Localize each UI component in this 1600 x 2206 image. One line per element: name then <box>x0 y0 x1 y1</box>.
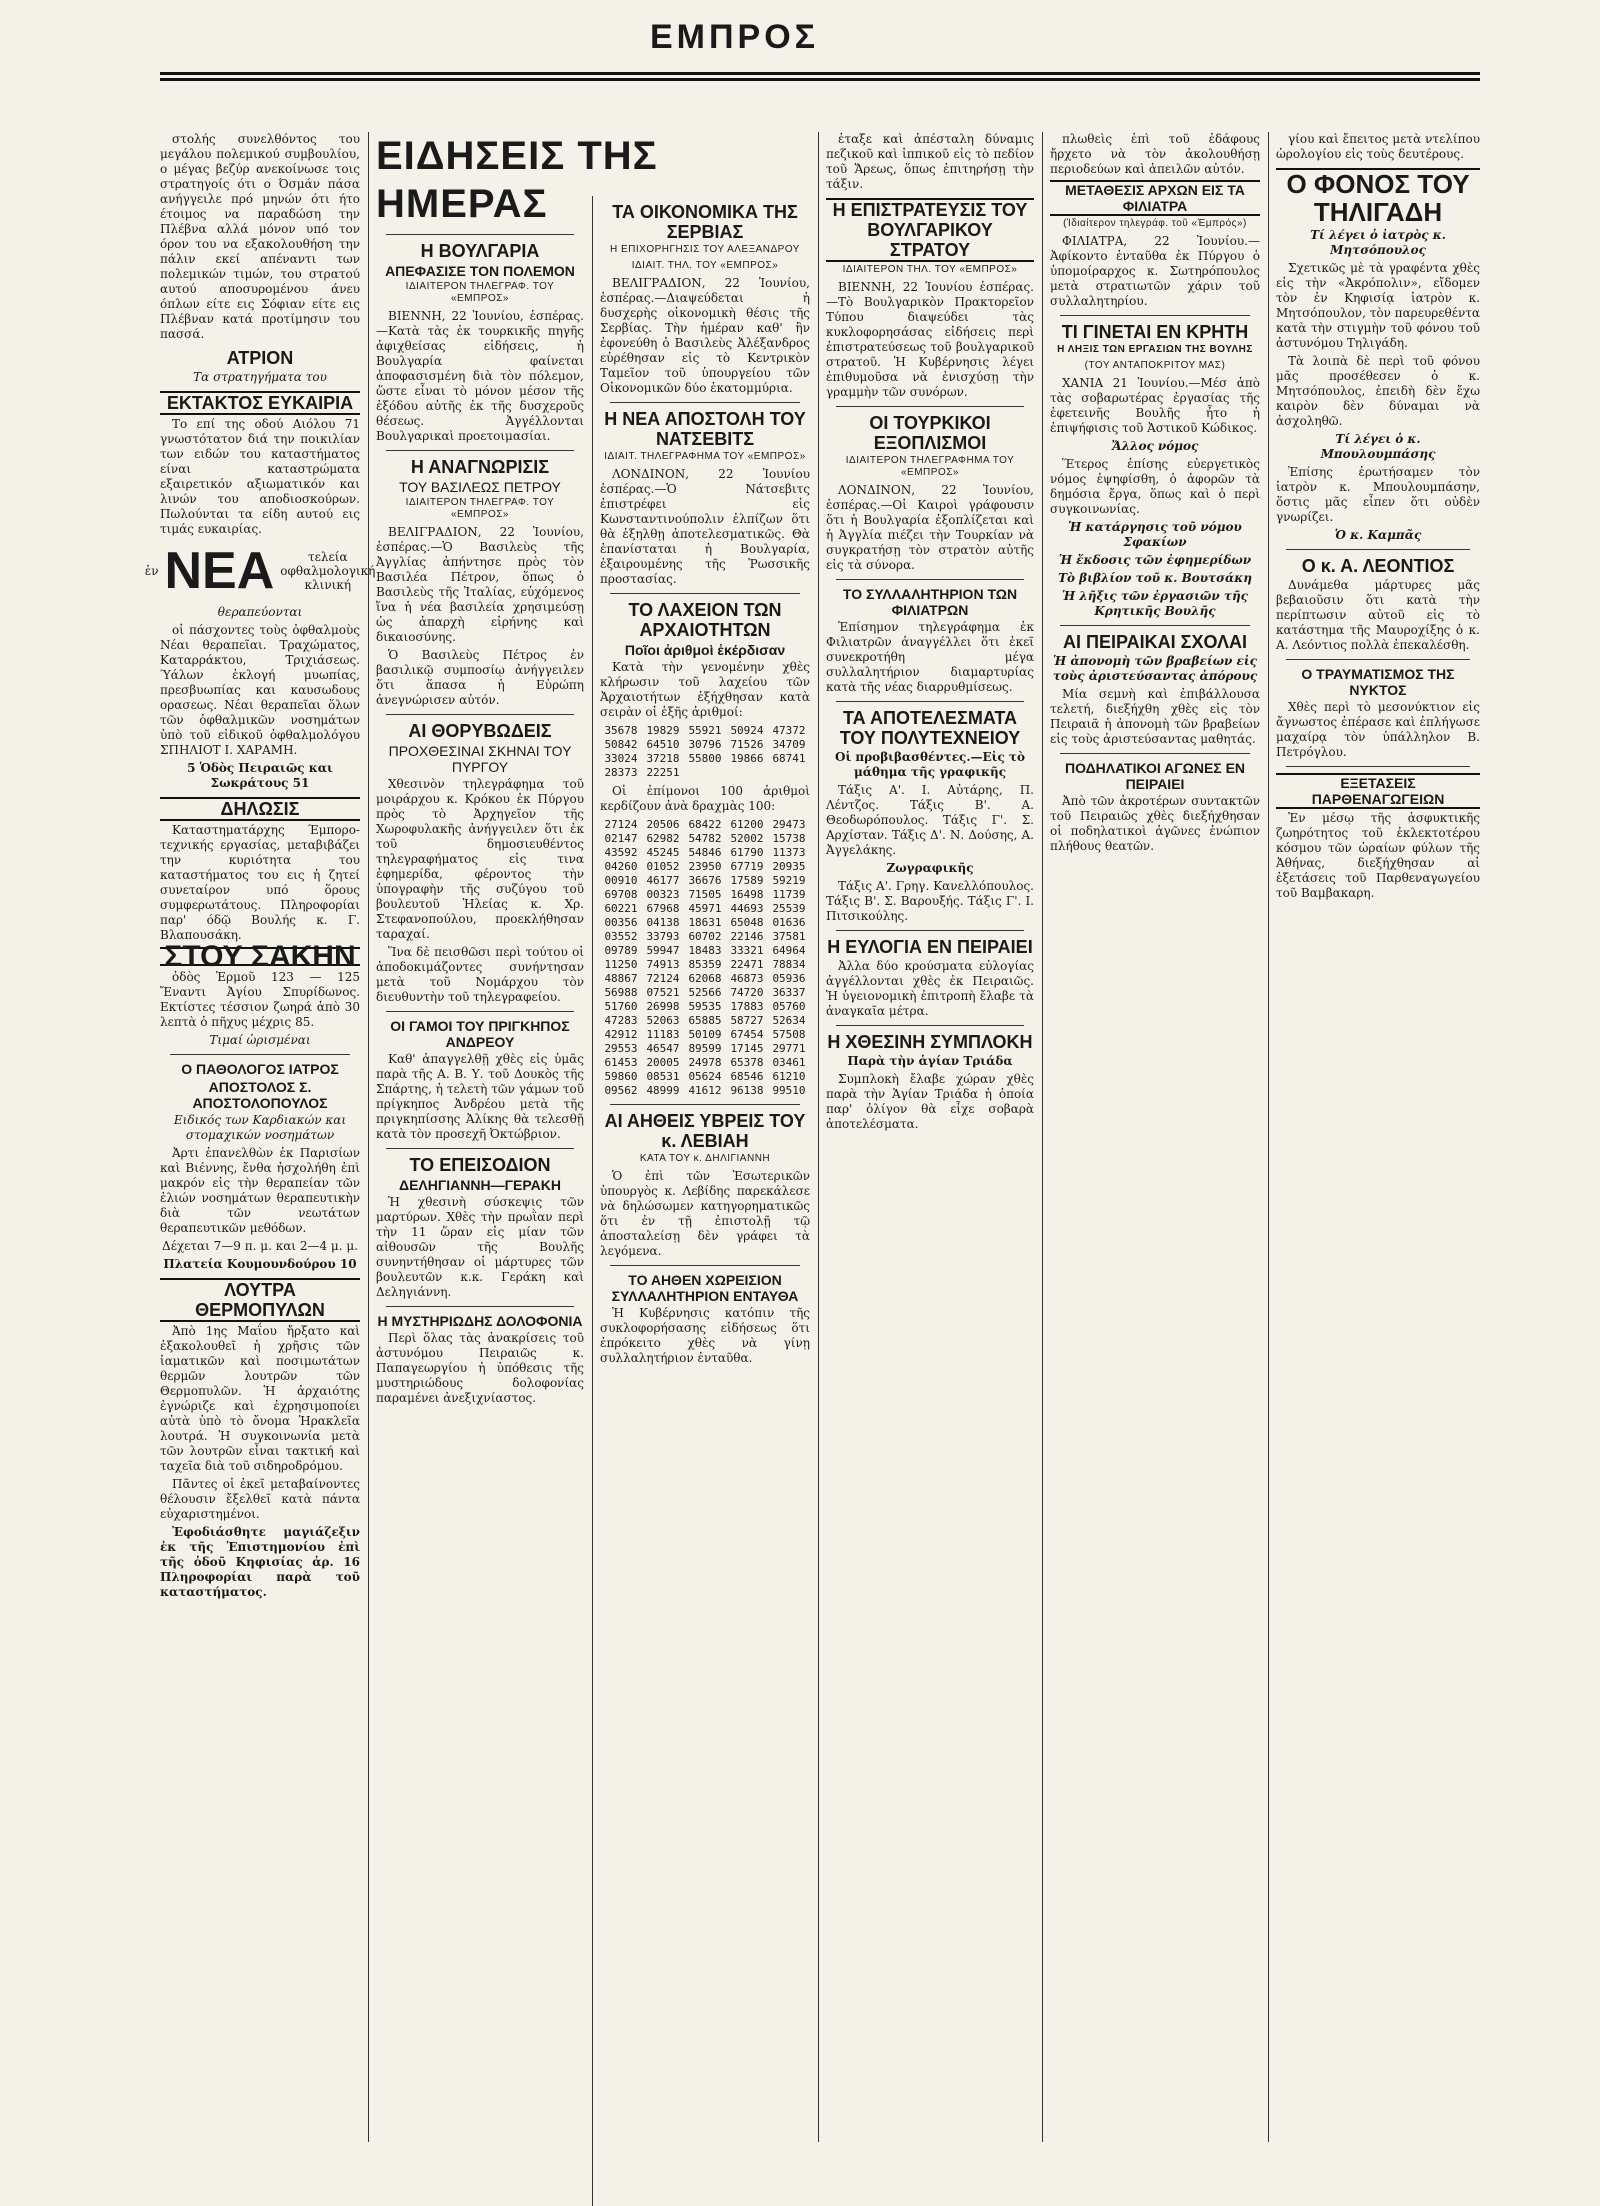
divider <box>386 450 574 451</box>
lottery-number: 71505 <box>688 888 722 901</box>
divider <box>1060 625 1250 626</box>
lottery-number: 58727 <box>730 1014 764 1027</box>
lottery-number: 59860 <box>604 1070 638 1083</box>
lottery-number: 48867 <box>604 972 638 985</box>
h-anagnorisis-b: ΤΟΥ ΒΑΣΙΛΕΩΣ ΠΕΤΡΟΥ <box>399 479 561 495</box>
divider <box>386 1011 574 1012</box>
lottery-number: 54846 <box>688 846 722 859</box>
lottery-number: 29553 <box>604 1042 638 1055</box>
divider <box>836 1025 1024 1026</box>
masthead-rule-bottom <box>160 78 1480 81</box>
divider <box>170 1054 350 1055</box>
divider <box>386 714 574 715</box>
nea-word: ΝΕΑ <box>164 542 275 600</box>
h-syllalitirion: ΤΟ ΑΗΘΕΝ ΧΩΡΕΙΣΙΟΝ ΣΥΛΛΑΛΗΤΗΡΙΟΝ ΕΝΤΑΥΘΑ <box>611 1272 799 1304</box>
doctor-addr: Πλατεία Κουμουνδούρου 10 <box>163 1257 357 1271</box>
lottery-number: 59535 <box>688 1000 722 1013</box>
lottery-number: 96138 <box>730 1084 764 1097</box>
lottery-number: 11183 <box>646 1028 680 1041</box>
lottery-number: 59219 <box>772 874 806 887</box>
text-fonos: Σχετικῶς μὲ τὰ γραφέντα χθὲς εἰς τὴν «Ἀκρόπολιν», εἴδομεν τὸν ἐν Κηφισίᾳ ἰατρὸν κ. Μητσόπουλον, τὸν παρευρεθέντα κατὰ τὴν στιγμὴν τοῦ φόνου τοῦ ἀστυνόμου Τηλιγάδη. <box>1276 261 1480 350</box>
lottery-number: 34709 <box>772 738 806 751</box>
lottery-number: 02147 <box>604 832 638 845</box>
nea-text: οἱ πάσχοντες τοὺς ὀφθαλμοὺς Νέαι θεραπεῖαι. Τραχώματος, Καταρράκτου, Τριχιάσεως. Ύάλων ἐκλογή μυωπίας, πρεσβυωπίας και καυσωδους ορασεως. Νέαι θεραπεῖαι ὅλων τῶν ὀφθαλμικῶν νοσημάτων ὑπὸ τοῦ εἰδικοῦ ὀφθαλμολόγου ΣΠΗΛΙΟΤ Ι. ΧΑΡΑΜΗ. <box>160 623 360 757</box>
h-epistrateusis: Η ΕΠΙΣΤΡΑΤΕΥΣΙΣ ΤΟΥ ΒΟΥΛΓΑΡΙΚΟΥ ΣΤΡΑΤΟΥ <box>826 198 1034 262</box>
lottery-number: 69708 <box>604 888 638 901</box>
divider <box>1286 766 1470 767</box>
nea-left: ἐν <box>144 563 159 578</box>
text-gamoi: Καθ' ἀπαγγελθῇ χθὲς εἰς ὑμᾶς παρὰ τῆς Α. Β. Υ. τοῦ Δουκὸς τῆς Σπάρτης, ἡ τελετὴ τῶν γάμων τοῦ πρίγκηπος Ἀνδρέου μετὰ τῆς πριγκηπίσσης Ἀλίκης θὰ τελεσθῇ κατὰ τὸν προσεχῆ Ὀκτώβριον. <box>376 1052 584 1141</box>
col4-intro: ἐταξε καὶ ἀπέσταλη δύναμις πεζικοῦ καὶ ἱππικοῦ εἰς τὸ πεδίον τοῦ Ἄρεως, ὅπως ἐπιτηρήσῃ τὴν τάξιν. <box>826 132 1034 191</box>
lottery-number: 00910 <box>604 874 638 887</box>
lottery-numbers-main <box>600 724 810 780</box>
lottery-number: 55921 <box>688 724 722 737</box>
lottery-number: 67454 <box>730 1028 764 1041</box>
h-travmatismos: Ο ΤΡΑΥΜΑΤΙΣΜΟΣ ΤΗΣ ΝΥΚΤΟΣ <box>1301 666 1455 698</box>
lottery-number: 64964 <box>772 944 806 957</box>
lottery-number: 33024 <box>604 752 638 765</box>
lottery-number: 61453 <box>604 1056 638 1069</box>
h-metathesis: ΜΕΤΑΘΕΣΙΣ ΑΡΧΩΝ ΕΙΣ ΤΑ ΦΙΛΙΑΤΡΑ <box>1050 180 1260 216</box>
lottery-number: 17589 <box>730 874 764 887</box>
lottery-number: 00356 <box>604 916 638 929</box>
text-polytechneio: Τάξις Α'. Ι. Αὐτάρης, Π. Λέντζος. Τάξις Β'. Α. Θεοδωρόπουλος. Τάξις Γ'. Σ. Αρχίσταν. Τάξις Δ'. Ν. Δούσης, Α. Ἀγγελάκης. <box>826 783 1034 857</box>
text-fonos-b: Τὰ λοιπὰ δὲ περὶ τοῦ φόνου μᾶς προσέθεσεν ὁ κ. Μητσόπουλος, ἐπειδὴ δὲν ἔχω καιρὸν δὲν δύναμαι νὰ ἀσχοληθῶ. <box>1276 354 1480 428</box>
lottery-number: 45245 <box>646 846 680 859</box>
doctor-title: Ο ΠΑΘΟΛΟΓΟΣ ΙΑΤΡΟΣ <box>181 1061 339 1077</box>
text-polytechneio-b: Τάξις Α'. Γρηγ. Κανελλόπουλος. Τάξις Β'. Σ. Βαρουξής. Τάξις Γ'. Ι. Πιτσικούλης. <box>826 879 1034 923</box>
h-vulgaria-b: ΑΠΕΦΑΣΙΣΕ ΤΟΝ ΠΟΛΕΜΟΝ <box>385 263 575 279</box>
lottery-number: 33793 <box>646 930 680 943</box>
lottery-number: 26998 <box>646 1000 680 1013</box>
divider <box>836 406 1024 407</box>
text-syllalitirion: Ἡ Κυβέρνησις κατόπιν τῆς συκλοφορήσασης εἰδήσεως ὅτι ἐπρόκειτο χθὲς νὰ γίνῃ συλλαλητήριον ἐνταῦθα. <box>600 1306 810 1365</box>
h-kriti: ΤΙ ΓΙΝΕΤΑΙ ΕΝ ΚΡΗΤΗ <box>1061 322 1249 342</box>
lottery-number: 65048 <box>730 916 764 929</box>
sub-natsevits: ΙΔΙΑΙΤ. ΤΗΛΕΓΡΑΦΗΜΑ ΤΟΥ «ΕΜΠΡΟΣ» <box>604 451 806 462</box>
lottery-number: 01636 <box>772 916 806 929</box>
sub-polytechneio-b: Ζωγραφικῆς <box>886 861 974 875</box>
nea-side <box>280 550 375 592</box>
newspaper-name: ΕΜΠΡΟΣ <box>650 18 820 56</box>
nea-side-line: οφθαλμολογική <box>280 564 376 578</box>
lottery-number: 65378 <box>730 1056 764 1069</box>
doctor-spec: Ειδικός των Καρδιακών και στομαχικών νοσημάτων <box>173 1113 347 1142</box>
h-exetaseis: ΕΞΕΤΑΣΕΙΣ ΠΑΡΘΕΝΑΓΩΓΕΙΩΝ <box>1276 773 1480 809</box>
sub-anagnorisis: ΙΔΙΑΙΤΕΡΟΝ ΤΗΛΕΓΡΑΦ. ΤΟΥ «ΕΜΠΡΟΣ» <box>405 497 555 520</box>
lottery-number: 20005 <box>646 1056 680 1069</box>
lottery-number: 61200 <box>730 818 764 831</box>
nea-side-line: τελεία <box>308 550 348 564</box>
atrion-heading: ΑΤΡΙΟΝ <box>226 348 294 368</box>
lottery-number: 17883 <box>730 1000 764 1013</box>
column-rule <box>818 132 819 2142</box>
lottery-number: 22471 <box>730 958 764 971</box>
text-epistrateusis: ΒΙΕΝΝΗ, 22 Ἰουνίου ἑσπέρας.—Τὸ Βουλγαρικὸν Πρακτορεῖον Τύπου διαψεύδει τὰς κυκλοφορησάσας εἰδήσεις περὶ ἐπιστρατεύσεως τοῦ βουλγαρικοῦ στρατοῦ. Ἡ Κυβέρνησις λέγει ἐπιθυμοῦσα νὰ ἐνισχύσῃ τὴν γραμμὴν τῶν συνόρων. <box>826 280 1034 399</box>
lottery-number: 46177 <box>646 874 680 887</box>
divider <box>836 579 1024 580</box>
lottery-number: 99510 <box>772 1084 806 1097</box>
lottery-number: 09562 <box>604 1084 638 1097</box>
lottery-number: 61210 <box>772 1070 806 1083</box>
loutra-text: Ἀπὸ 1ης Μαΐου ἤρξατο καὶ ἐξακολουθεῖ ἡ χρῆσις τῶν ἰαματικῶν καὶ ποσιμωτάτων θερμῶν λουτρῶν τῶν Θερμοπυλῶν. Ἡ ἀρχαιότης ἐγνώριζε καὶ ἐχρησιμοποίει αὐτὰ ὑπὸ τὸ ὄνομα Ἡρακλεῖα λουτρά. Ἡ συγκοινωνία μετὰ τῶν λουτρῶν εἶναι τακτική καὶ ταχεῖα διὰ τοῦ σιδηροδρόμου. <box>160 1324 360 1473</box>
divider <box>1060 315 1250 316</box>
text-exoplismoi: ΛΟΝΔΙΝΟΝ, 22 Ἰουνίου, ἑσπέρας.—Οἱ Καιροὶ γράφουσιν ὅτι ἡ Βουλγαρία ἐξοπλίζεται καὶ ἡ Ἀγγλία πιέζει τὴν Τουρκίαν νὰ συγκρατήσῃ τὸν στρατὸν αὐτῆς εἰς τὰ σύνορα. <box>826 483 1034 572</box>
lottery-number: 56988 <box>604 986 638 999</box>
lottery-number: 04138 <box>646 916 680 929</box>
divider <box>610 1104 800 1105</box>
lottery-number: 03552 <box>604 930 638 943</box>
text-laxeion-b: Οἱ ἐπίμονοι 100 ἀριθμοὶ κερδίζουν ἀνὰ δραχμὰς 100: <box>600 784 810 813</box>
lottery-number: 50924 <box>730 724 764 737</box>
lottery-number: 36337 <box>772 986 806 999</box>
col6-intro: γίου καὶ ἔπειτος μετὰ ντελίπου ὡρολογίου εἰς τοὺς δευτέρους. <box>1276 132 1480 161</box>
text-travmatismos: Χθὲς περὶ τὸ μεσονύκτιον εἰς ἄγνωστος ἐπέρασε καὶ ἐπλήγωσε μαχαίρᾳ τὸν ὑπάλληλον Β. Πετρόγλου. <box>1276 700 1480 759</box>
sub-fonos-b: Τί λέγει ὁ κ. Μπουλουμπάσης <box>1320 432 1436 461</box>
text-dolofonia: Περὶ ὅλας τὰς ἀνακρίσεις τοῦ ἀστυνόμου Πειραιῶς κ. Παπαγεωργίου ἡ ὑπόθεσις τῆς μυστηριώδους δολοφονίας παραμένει ἀνεξιχνίαστος. <box>376 1331 584 1405</box>
lottery-number: 24978 <box>688 1056 722 1069</box>
sub-oikonomika: Η ΕΠΙΧΟΡΗΓΗΣΙΣ ΤΟΥ ΑΛΕΞΑΝΔΡΟΥ <box>610 244 800 255</box>
lottery-number: 72124 <box>646 972 680 985</box>
sake-heading: ΣΤΟΥ ΣΑΚΗΝ <box>160 947 360 966</box>
column-1 <box>144 132 376 2142</box>
lottery-number: 01052 <box>646 860 680 873</box>
sub-exoplismoi: ΙΔΙΑΙΤΕΡΟΝ ΤΗΛΕΓΡΑΦΗΜΑ ΤΟΥ «ΕΜΠΡΟΣ» <box>845 455 1015 478</box>
nea-addr: 5 Ὁδὸς Πειραιῶς και Σωκράτους 51 <box>187 761 333 790</box>
column-rule <box>592 196 593 2206</box>
lottery-number: 61790 <box>730 846 764 859</box>
dilosis-heading: ΔΗΛΩΣΙΣ <box>160 797 360 821</box>
h-scholai: ΑΙ ΠΕΙΡΑΙΚΑΙ ΣΧΟΛΑΙ <box>1062 632 1247 652</box>
sub-kriti-b: (ΤΟΥ ΑΝΤΑΠΟΚΡΙΤΟΥ ΜΑΣ) <box>1084 360 1226 371</box>
h-polytechneio: ΤΑ ΑΠΟΤΕΛΕΣΜΑΤΑ ΤΟΥ ΠΟΛΥΤΕΧΝΕΙΟΥ <box>839 708 1021 748</box>
lottery-number: 15738 <box>772 832 806 845</box>
lottery-number: 03461 <box>772 1056 806 1069</box>
loutra-heading: ΛΟΥΤΡΑ ΘΕΡΜΟΠΥΛΩΝ <box>160 1278 360 1322</box>
atrion-line: Τα στρατηγήματα του <box>193 370 327 384</box>
h-thorivodeis: ΑΙ ΘΟΡΥΒΩΔΕΙΣ <box>408 721 552 741</box>
text-kriti: ΧΑΝΙΑ 21 Ἰουνίου.—Μέσ ἀπὸ τὰς σοβαρωτέρας ἐργασίας τῆς ἐφετεινῆς Βουλῆς ἦτο ἡ ἐπιψήφισις τοῦ Ἀστικοῦ Κώδικος. <box>1050 376 1260 435</box>
lottery-number: 18483 <box>688 944 722 957</box>
h-natsevits: Η ΝΕΑ ΑΠΟΣΤΟΛΗ ΤΟΥ ΝΑΤΣΕΒΙΤΣ <box>604 409 806 449</box>
lottery-number: 60702 <box>688 930 722 943</box>
lottery-number: 11250 <box>604 958 638 971</box>
lottery-number: 05624 <box>688 1070 722 1083</box>
lottery-number: 07521 <box>646 986 680 999</box>
text-levidi: Ὁ ἐπὶ τῶν Ἐσωτερικῶν ὑπουργὸς κ. Λεβίδης παρεκάλεσε νὰ δηλώσωμεν κατηγορηματικῶς ὅτι ἐν τῇ ἐπιστολῇ τῷ ἀποσταλείσῃ δὲν γράφει τὰ λεγόμενα. <box>600 1169 810 1258</box>
dilosis-text: Καταστηματάρχης Έμπορο-τεχνικής εργασίας, μεταβιβάζει την κυριότητα του καταστήματος του εις ἡ ζητεί συνεταίρον υπό ὅρους συμφερωτάτους. Πληροφορίαι παρ' όδῷ Βουλής κ. Γ. Βλαπουσάκη. <box>160 823 360 942</box>
h-levidi: ΑΙ ΑΗΘΕΙΣ ΥΒΡΕΙΣ ΤΟΥ κ. ΛΕΒΙΑΗ <box>604 1111 806 1151</box>
lottery-number: 16498 <box>730 888 764 901</box>
kriti-ekdosis: Ἡ ἔκδοσις τῶν ἐφημερίδων <box>1058 553 1252 567</box>
text-thorivodeis-b: Ἵνα δὲ πεισθῶσι περὶ τούτου οἱ ἀποδοκιμάζοντες συνήντησαν μετὰ τοῦ Νομάρχου τὸν διευθυντὴν τοῦ τηλεγραφείου. <box>376 945 584 1004</box>
sub-laxeion: Ποῖοι ἀριθμοὶ ἐκέρδισαν <box>624 642 786 658</box>
lottery-number: 59947 <box>646 944 680 957</box>
column-3 <box>600 196 810 2142</box>
text-anagnorisis: ΒΕΛΙΓΡΑΔΙΟΝ, 22 Ἰουνίου, ἑσπέρας.—Ὁ Βασιλεὺς τῆς Ἀγγλίας ἀπήντησε πρὸς τὸν Βασιλέα Πέτρον, ὅπως ὁ Βασιλεὺς τῆς Ἰταλίας, εὐχόμενος ἵνα ἡ νέα βασιλεία χρησιμεύσῃ ὡς ἀπαρχὴ εἰρήνης καὶ δικαιοσύνης. <box>376 525 584 644</box>
h-laxeion: ΤΟ ΛΑΧΕΙΟΝ ΤΩΝ ΑΡΧΑΙΟΤΗΤΩΝ <box>628 600 782 640</box>
text-filiatra: Ἐπίσημον τηλεγράφημα ἐκ Φιλιατρῶν ἀναγγέλλει ὅτι ἐκεῖ συνεκροτήθη μέγα συλλαλητήριον διαμαρτυρίας κατὰ τῆς νέας διαρρυθμίσεως. <box>826 620 1034 694</box>
lottery-number: 54782 <box>688 832 722 845</box>
lottery-number: 04260 <box>604 860 638 873</box>
lottery-number: 50109 <box>688 1028 722 1041</box>
lottery-number: 68546 <box>730 1070 764 1083</box>
lottery-number: 46873 <box>730 972 764 985</box>
big-title: ΕΙΔΗΣΕΙΣ ΤΗΣ ΗΜΕΡΑΣ <box>376 134 658 226</box>
lottery-number: 45971 <box>688 902 722 915</box>
h-dolofonia: Η ΜΥΣΤΗΡΙΩΔΗΣ ΔΟΛΟΦΟΝΙΑ <box>377 1313 583 1329</box>
text-symploki: Συμπλοκὴ ἔλαβε χώραν χθὲς παρὰ τὴν Ἁγίαν Τριάδα ἡ ὁποία παρ' ὀλίγον θὰ εἶχε σοβαρὰ ἀποτελέσματα. <box>826 1072 1034 1131</box>
sub-oikonomika-b: ΙΔΙΑΙΤ. ΤΗΛ. ΤΟΥ «ΕΜΠΡΟΣ» <box>631 260 779 271</box>
sub-polytechneio: Οἱ προβιβασθέντες.—Εἰς τὸ μάθημα τῆς γραφικῆς <box>834 750 1026 779</box>
lottery-number: 74720 <box>730 986 764 999</box>
sub-epistrateusis: ΙΔΙΑΙΤΕΡΟΝ ΤΗΛ. ΤΟΥ «ΕΜΠΡΟΣ» <box>842 264 1018 275</box>
text-evlogia: Ἀλλα δύο κρούσματα εὐλογίας ἀγγέλλονται χθὲς ἐκ Πειραιῶς. Ἡ ὑγειονομικὴ ἐπιτροπὴ ἔλαβε τὰ ἀναγκαῖα μέτρα. <box>826 959 1034 1018</box>
column-6 <box>1276 132 1480 2142</box>
text-metathesis: ΦΙΛΙΑΤΡΑ, 22 Ἰουνίου.—Ἀφίκοντο ἐνταῦθα ἐκ Πύργου ὁ ὑπομοίραρχος κ. Σωτηρόπουλος μετὰ στρατιωτῶν χάριν τοῦ συλλαλητηρίου. <box>1050 234 1260 308</box>
lottery-number: 52063 <box>646 1014 680 1027</box>
kriti-allos-nomos: Ἄλλος νόμος <box>1111 439 1199 453</box>
sub-vulgaria: ΙΔΙΑΙΤΕΡΟΝ ΤΗΛΕΓΡΑΦ. ΤΟΥ «ΕΜΠΡΟΣ» <box>405 281 555 304</box>
lottery-number: 18631 <box>688 916 722 929</box>
lottery-numbers-secondary <box>600 818 810 1098</box>
column-4 <box>826 132 1034 2142</box>
lottery-number: 74913 <box>646 958 680 971</box>
text-oikonomika: ΒΕΛΙΓΡΑΔΙΟΝ, 22 Ἰουνίου, ἑσπέρας.—Διαψεύδεται ἡ δυσχερὴς οἰκονομικὴ θέσις τῆς Σερβίας. Τὴν ἡμέραν καθ' ἣν ἐφονεύθη ὁ Βασιλεὺς Ἀλέξανδρος εὑρέθησαν εἰς τὸ Κεντρικὸν Ταμεῖον τοῦ ὑπουργείου τῶν Οἰκονομικῶν δύο ἑκατομμύρια. <box>600 276 810 395</box>
column-rule <box>368 132 369 2142</box>
lottery-number: 62982 <box>646 832 680 845</box>
column-rule <box>1268 132 1269 2142</box>
doctor-text: Ἀρτι ἐπανελθὼν ἐκ Παρισίων καὶ Βιέννης, ἔνθα ἠσχολήθη ἐπὶ μακρόν εἰς τὴν θεραπείαν τῶν ἐλιών νοσημάτων θεραπευτικὴν διὰ τῶν νεωτάτων θεραπευτικῶν μεθόδων. <box>160 1146 360 1235</box>
divider <box>836 930 1024 931</box>
h-symploki: Η ΧΘΕΣΙΝΗ ΣΥΜΠΛΟΚΗ <box>827 1032 1033 1052</box>
lottery-number: 22251 <box>646 766 680 779</box>
h-filiatra: ΤΟ ΣΥΛΛΑΛΗΤΗΡΙΟΝ ΤΩΝ ΦΙΛΙΑΤΡΩΝ <box>842 586 1018 618</box>
lottery-number: 22146 <box>730 930 764 943</box>
sub-fonos: Τί λέγει ὁ ἰατρὸς κ. Μητσόπουλος <box>1310 228 1446 257</box>
lottery-number: 62068 <box>688 972 722 985</box>
masthead <box>0 0 1600 78</box>
lottery-number: 23950 <box>688 860 722 873</box>
col1-intro: στολής συνελθόντος του μεγάλου πολεμικού συμβουλίου, ο μέγας βεζύρ ανεκοίνωσε τοις στρατηγοίς ότι ο Όσμάν πάσα ανήγγειλε πρό μηνών ότι ήτο έτοιμος να παραδώση την Πλέβνα αλλά μόνον υπό τον όρον του να εξακολουθήση την πάλιν εκεί απέναντι των πολεμικών τιμών, του στρατού αυτού αποσυρομένου άνευ όπλων είτε εις Σόφιαν είτε εις Πλέβναν κατά προτίμησιν του πασσά. <box>160 132 360 341</box>
kriti-vivlion: Τὸ βιβλίον τοῦ κ. Βουτσάκη <box>1058 571 1252 585</box>
h-exoplismoi: ΟΙ ΤΟΥΡΚΙΚΟΙ ΕΞΟΠΛΙΣΜΟΙ <box>869 413 991 453</box>
h-fonos: Ο ΦΟΝΟΣ ΤΟΥ ΤΗΛΙΓΑΔΗ <box>1276 168 1480 226</box>
lottery-number: 29771 <box>772 1042 806 1055</box>
sub-metathesis: (Ἰδιαίτερον τηλεγράφ. τοῦ «Ἐμπρός») <box>1063 218 1247 229</box>
divider <box>610 1265 800 1266</box>
lottery-number: 29473 <box>772 818 806 831</box>
divider <box>386 1306 574 1307</box>
lottery-number: 05936 <box>772 972 806 985</box>
lottery-number: 41612 <box>688 1084 722 1097</box>
lottery-number: 43592 <box>604 846 638 859</box>
lottery-number: 28373 <box>604 766 638 779</box>
divider <box>1286 549 1470 550</box>
text-laxeion: Κατὰ τὴν γενομένην χθὲς κλήρωσιν τοῦ λαχείου τῶν Ἀρχαιοτήτων ἐξήχθησαν κατὰ σειρὰν οἱ ἑξῆς ἀριθμοί: <box>600 660 810 719</box>
lottery-number: 47372 <box>772 724 806 737</box>
text-podilatikoi: Ἀπὸ τῶν ἀκροτέρων συντακτῶν τοῦ Πειραιῶς χθὲς διεξήχθησαν οἱ ποδηλατικοὶ ἀγῶνες ἐνώπιον πλήθους θεατῶν. <box>1050 794 1260 853</box>
nea-therap: θεραπεύονται <box>217 605 303 619</box>
lottery-number: 65885 <box>688 1014 722 1027</box>
text-natsevits: ΛΟΝΔΙΝΟΝ, 22 Ἰουνίου ἑσπέρας.—Ὁ Νάτσεβιτς ἐπιστρέφει εἰς Κωνσταντινούπολιν ἐλπίζων ὅτι θὰ ἐξηλθῃ ἀποτελεσματικῶς. Θὰ ἐπανίσταται ἡ Βουλγαρία, ἐξαιρουμένης τῆς Ῥωσσικῆς προστασίας. <box>600 467 810 586</box>
sub-scholai: Ἡ ἀπονομὴ τῶν βραβείων εἰς τοὺς ἀριστεύσαντας ἀπόρους <box>1052 654 1258 683</box>
loutra-foot: Ἐφοδιάσθητε μαγιάζεξιν ἐκ τῆς Ἐπιστημονίου ἐπὶ τῆς ὁδοῦ Κηφισίας ἀρ. 16 Πληροφορίαι παρὰ τοῦ καταστήματος. <box>160 1525 360 1599</box>
lottery-number: 44693 <box>730 902 764 915</box>
lottery-number: 11373 <box>772 846 806 859</box>
lottery-number: 52634 <box>772 1014 806 1027</box>
lottery-number: 52566 <box>688 986 722 999</box>
h-thorivodeis-b: ΠΡΟΧΘΕΣΙΝΑΙ ΣΚΗΝΑΙ ΤΟΥ ΠΥΡΓΟΥ <box>388 743 572 775</box>
divider <box>610 593 800 594</box>
lottery-number: 64510 <box>646 738 680 751</box>
lottery-number: 33321 <box>730 944 764 957</box>
lottery-number: 35678 <box>604 724 638 737</box>
h-epeisodion: ΤΟ ΕΠΕΙΣΟΔΙΟΝ <box>409 1155 551 1175</box>
lottery-number: 37218 <box>646 752 680 765</box>
text-anagnorisis-b: Ὁ Βασιλεὺς Πέτρος ἐν βασιλικῷ συμποσίῳ ἀνήγγειλεν ὅτι ἅπασα ἡ Εὐρώπη ἀνεγνώρισεν αὐτόν. <box>376 648 584 707</box>
loutra-more: Πᾶντες οἱ ἐκεῖ μεταβαίνοντες θέλουσιν ἔξελθεῖ κατὰ πάντα εὐχαριστημένοι. <box>160 1477 360 1521</box>
nea-side-line: κλινική <box>304 578 352 592</box>
divider <box>610 402 800 403</box>
lottery-number: 60221 <box>604 902 638 915</box>
lottery-number: 55800 <box>688 752 722 765</box>
lottery-number: 50842 <box>604 738 638 751</box>
doctor-name: ΑΠΟΣΤΟΛΟΣ Σ. ΑΠΟΣΤΟΛΟΠΟΥΛΟΣ <box>192 1079 328 1111</box>
col5-intro: πλωθεὶς ἐπὶ τοῦ ἐδάφους ἤρχετο νὰ τὸν ἀκολουθήσῃ περιοδεύων καὶ ἀπειλῶν αὐτόν. <box>1050 132 1260 176</box>
sub-fonos-c: Ὁ κ. Καμπᾶς <box>1334 528 1422 542</box>
lottery-number: 89599 <box>688 1042 722 1055</box>
lottery-number: 08531 <box>646 1070 680 1083</box>
lottery-number: 11739 <box>772 888 806 901</box>
column-rule <box>1042 132 1043 2142</box>
lottery-number: 85359 <box>688 958 722 971</box>
lottery-number: 37581 <box>772 930 806 943</box>
lottery-number: 51760 <box>604 1000 638 1013</box>
text-exetaseis: Ἐν μέσῳ τῆς ἀσφυκτικῆς ζωηρότητος τοῦ ἐκλεκτοτέρου κόσμου τῶν ὡραίων φύλων τῆς Ἀθήνας, διεξήχθησαν αἱ ἐξετάσεις τοῦ Παρθεναγωγείου τοῦ Βαμβακαρη. <box>1276 811 1480 900</box>
lottery-number: 48999 <box>646 1084 680 1097</box>
text-leontios: Δυνάμεθα μάρτυρες μᾶς βεβαιοῦσιν ὅτι κατὰ τὴν περίπτωσιν αὐτοῦ εἰς τὸ κατάστημα τῆς Μαυροχίξης ὁ κ. Α. Λεόντιος πολλὰ ἐπεκαλέσθη. <box>1276 578 1480 652</box>
lottery-number: 42912 <box>604 1028 638 1041</box>
lottery-number: 19829 <box>646 724 680 737</box>
ektaktos-text: Το επί της οδού Αιόλου 71 γνωστότατον διά την ποικιλίαν των ειδών του καταστήματος είναι καταστρώματα εξαιρετικόν αξιωματικόν και λινών του αποδιοσκούρων. Πωλούνται τα είδη αυτού εις τιμάς ευκαιρίας. <box>160 417 360 536</box>
text-scholai: Μία σεμνὴ καὶ ἐπιβάλλουσα τελετή, διεξήχθη χθὲς εἰς τὸν Πειραιᾶ ἡ ἀπονομὴ τῶν βραβείων εἰς τοὺς ἀριστεύσαντας μαθητάς. <box>1050 687 1260 746</box>
lottery-number: 71526 <box>730 738 764 751</box>
text-epeisodion: Ἡ χθεσινὴ σύσκεψις τῶν μαρτύρων. Χθὲς τὴν πρωῒαν περὶ τὴν 11 ὥραν εἰς μίαν τῶν αἰθουσῶν τῆς Βουλῆς συνηντήθησαν οἱ μάρτυρες τῶν βουλευτῶν κ.κ. Γεράκη καὶ Δεληγιάννη. <box>376 1195 584 1299</box>
lottery-number: 67968 <box>646 902 680 915</box>
h-anagnorisis: Η ΑΝΑΓΝΩΡΙΣΙΣ <box>410 457 550 477</box>
lottery-number: 30796 <box>688 738 722 751</box>
h-gamoi: ΟΙ ΓΑΜΟΙ ΤΟΥ ΠΡΙΓΚΗΠΟΣ ΑΝΔΡΕΟΥ <box>390 1018 570 1050</box>
h-oikonomika: ΤΑ ΟΙΚΟΝΟΜΙΚΑ ΤΗΣ ΣΕΡΒΙΑΣ <box>612 202 798 242</box>
lottery-number: 00323 <box>646 888 680 901</box>
h-epeisodion-b: ΔΕΛΗΓΙΑΝΝΗ—ΓΕΡΑΚΗ <box>399 1177 561 1193</box>
lottery-number: 68741 <box>772 752 806 765</box>
column-5 <box>1050 132 1260 2142</box>
h-evlogia: Η ΕΥΛΟΓΙΑ ΕΝ ΠΕΙΡΑΙΕΙ <box>827 937 1033 957</box>
h-leontios: Ο κ. Α. ΛΕΟΝΤΙΟΣ <box>1301 556 1455 576</box>
h-podilatikoi: ΠΟΔΗΛΑΤΙΚΟΙ ΑΓΩΝΕΣ ΕΝ ΠΕΙΡΑΙΕΙ <box>1064 760 1246 792</box>
lottery-number: 36676 <box>688 874 722 887</box>
lottery-number: 25539 <box>772 902 806 915</box>
text-kriti-c: Ἕτερος ἐπίσης εὐεργετικὸς νόμος ἐψηφίσθη, ὁ ἀφορῶν τὰ δημόσια ἔργα, ὅπως καὶ ὁ περὶ συγκοινωνίας. <box>1050 457 1260 516</box>
sub-levidi: ΚΑΤΑ ΤΟΥ κ. ΔΗΛΙΓΙΑΝΝΗ <box>639 1153 771 1164</box>
lottery-number: 67719 <box>730 860 764 873</box>
lottery-number: 47283 <box>604 1014 638 1027</box>
lottery-number: 52002 <box>730 832 764 845</box>
divider <box>1060 753 1250 754</box>
sake-text: ὁδὸς Ἑρμοῦ 123 — 125 Ἔναντι Ἀγίου Σπυρίδωνος. Εκτίστες τέσσιον ζωηρά ἀπὸ 30 λεπτὰ ὁ πῆχυς μέχρις 85. <box>160 970 360 1029</box>
lottery-number: 78834 <box>772 958 806 971</box>
lottery-number: 27124 <box>604 818 638 831</box>
lottery-number: 57508 <box>772 1028 806 1041</box>
nea-advert <box>144 541 376 601</box>
lottery-number: 20935 <box>772 860 806 873</box>
sub-symploki: Παρὰ τὴν ἁγίαν Τριάδα <box>847 1054 1013 1068</box>
sub-kriti: Η ΛΗΞΙΣ ΤΩΝ ΕΡΓΑΣΙΩΝ ΤΗΣ ΒΟΥΛΗΣ <box>1057 344 1253 355</box>
ektaktos-heading: ΕΚΤΑΚΤΟΣ ΕΥΚΑΙΡΙΑ <box>160 391 360 415</box>
lottery-number: 20506 <box>646 818 680 831</box>
divider <box>386 1148 574 1149</box>
divider <box>386 234 574 235</box>
doctor-hours: Δέχεται 7—9 π. μ. και 2—4 μ. μ. <box>162 1239 358 1253</box>
text-fonos-c: Ἐπίσης ἐρωτήσαμεν τὸν ἰατρὸν κ. Μπουλουμπάσην, ὅστις μᾶς εἶπεν ὅτι οὐδὲν γνωρίζει. <box>1276 465 1480 524</box>
divider <box>836 701 1024 702</box>
lottery-number: 68422 <box>688 818 722 831</box>
kriti-lixis: Ἡ λῆξις τῶν ἐργασιῶν τῆς Κρητικῆς Βουλῆς <box>1062 589 1248 618</box>
sake-note: Τιμαί ὡρισμέναι <box>209 1033 311 1047</box>
divider <box>1286 659 1470 660</box>
lottery-number: 17145 <box>730 1042 764 1055</box>
text-thorivodeis: Χθεσινὸν τηλεγράφημα τοῦ μοιράρχου κ. Κρόκου ἐκ Πύργου πρὸς τὸ Ἀρχηγεῖον τῆς Χωροφυλακῆς ἀνήγγειλεν ὅτι ἐκ τοῦ δημοσιευθέντος τηλεγραφήματος εἰς τινα ἐφημερίδα, φέροντος τὴν ὑπογραφὴν τῆς συζύγου τοῦ βουλευτοῦ Ἠλείας κ. Χρ. Στεφανοπούλου, προεκλήθησαν ταραχαί. <box>376 777 584 941</box>
text-vulgaria: ΒΙΕΝΝΗ, 22 Ἰουνίου, ἑσπέρας.—Κατὰ τὰς ἐκ τουρκικῆς πηγῆς ἀφιχθείσας εἰδήσεις, ἡ Βουλγαρία φαίνεται ἀποφασισμένη διὰ τὸν πόλεμον, ὥστε εἶναι τὸ μόνον μέσον τῆς ἐξόδου αὐτῆς ἐκ τῆς δυσχεροῦς θέσεως. Ἀγγέλλονται Βουλγαρικαὶ προετοιμασίαι. <box>376 309 584 443</box>
masthead-rule-top <box>160 72 1480 75</box>
lottery-number: 05760 <box>772 1000 806 1013</box>
h-vulgaria: Η ΒΟΥΛΓΑΡΙΑ <box>420 241 540 261</box>
lottery-number: 46547 <box>646 1042 680 1055</box>
kriti-katargisis: Ἡ κατάργησις τοῦ νόμου Σφακίων <box>1068 520 1242 549</box>
lottery-number: 09789 <box>604 944 638 957</box>
lottery-number: 19866 <box>730 752 764 765</box>
